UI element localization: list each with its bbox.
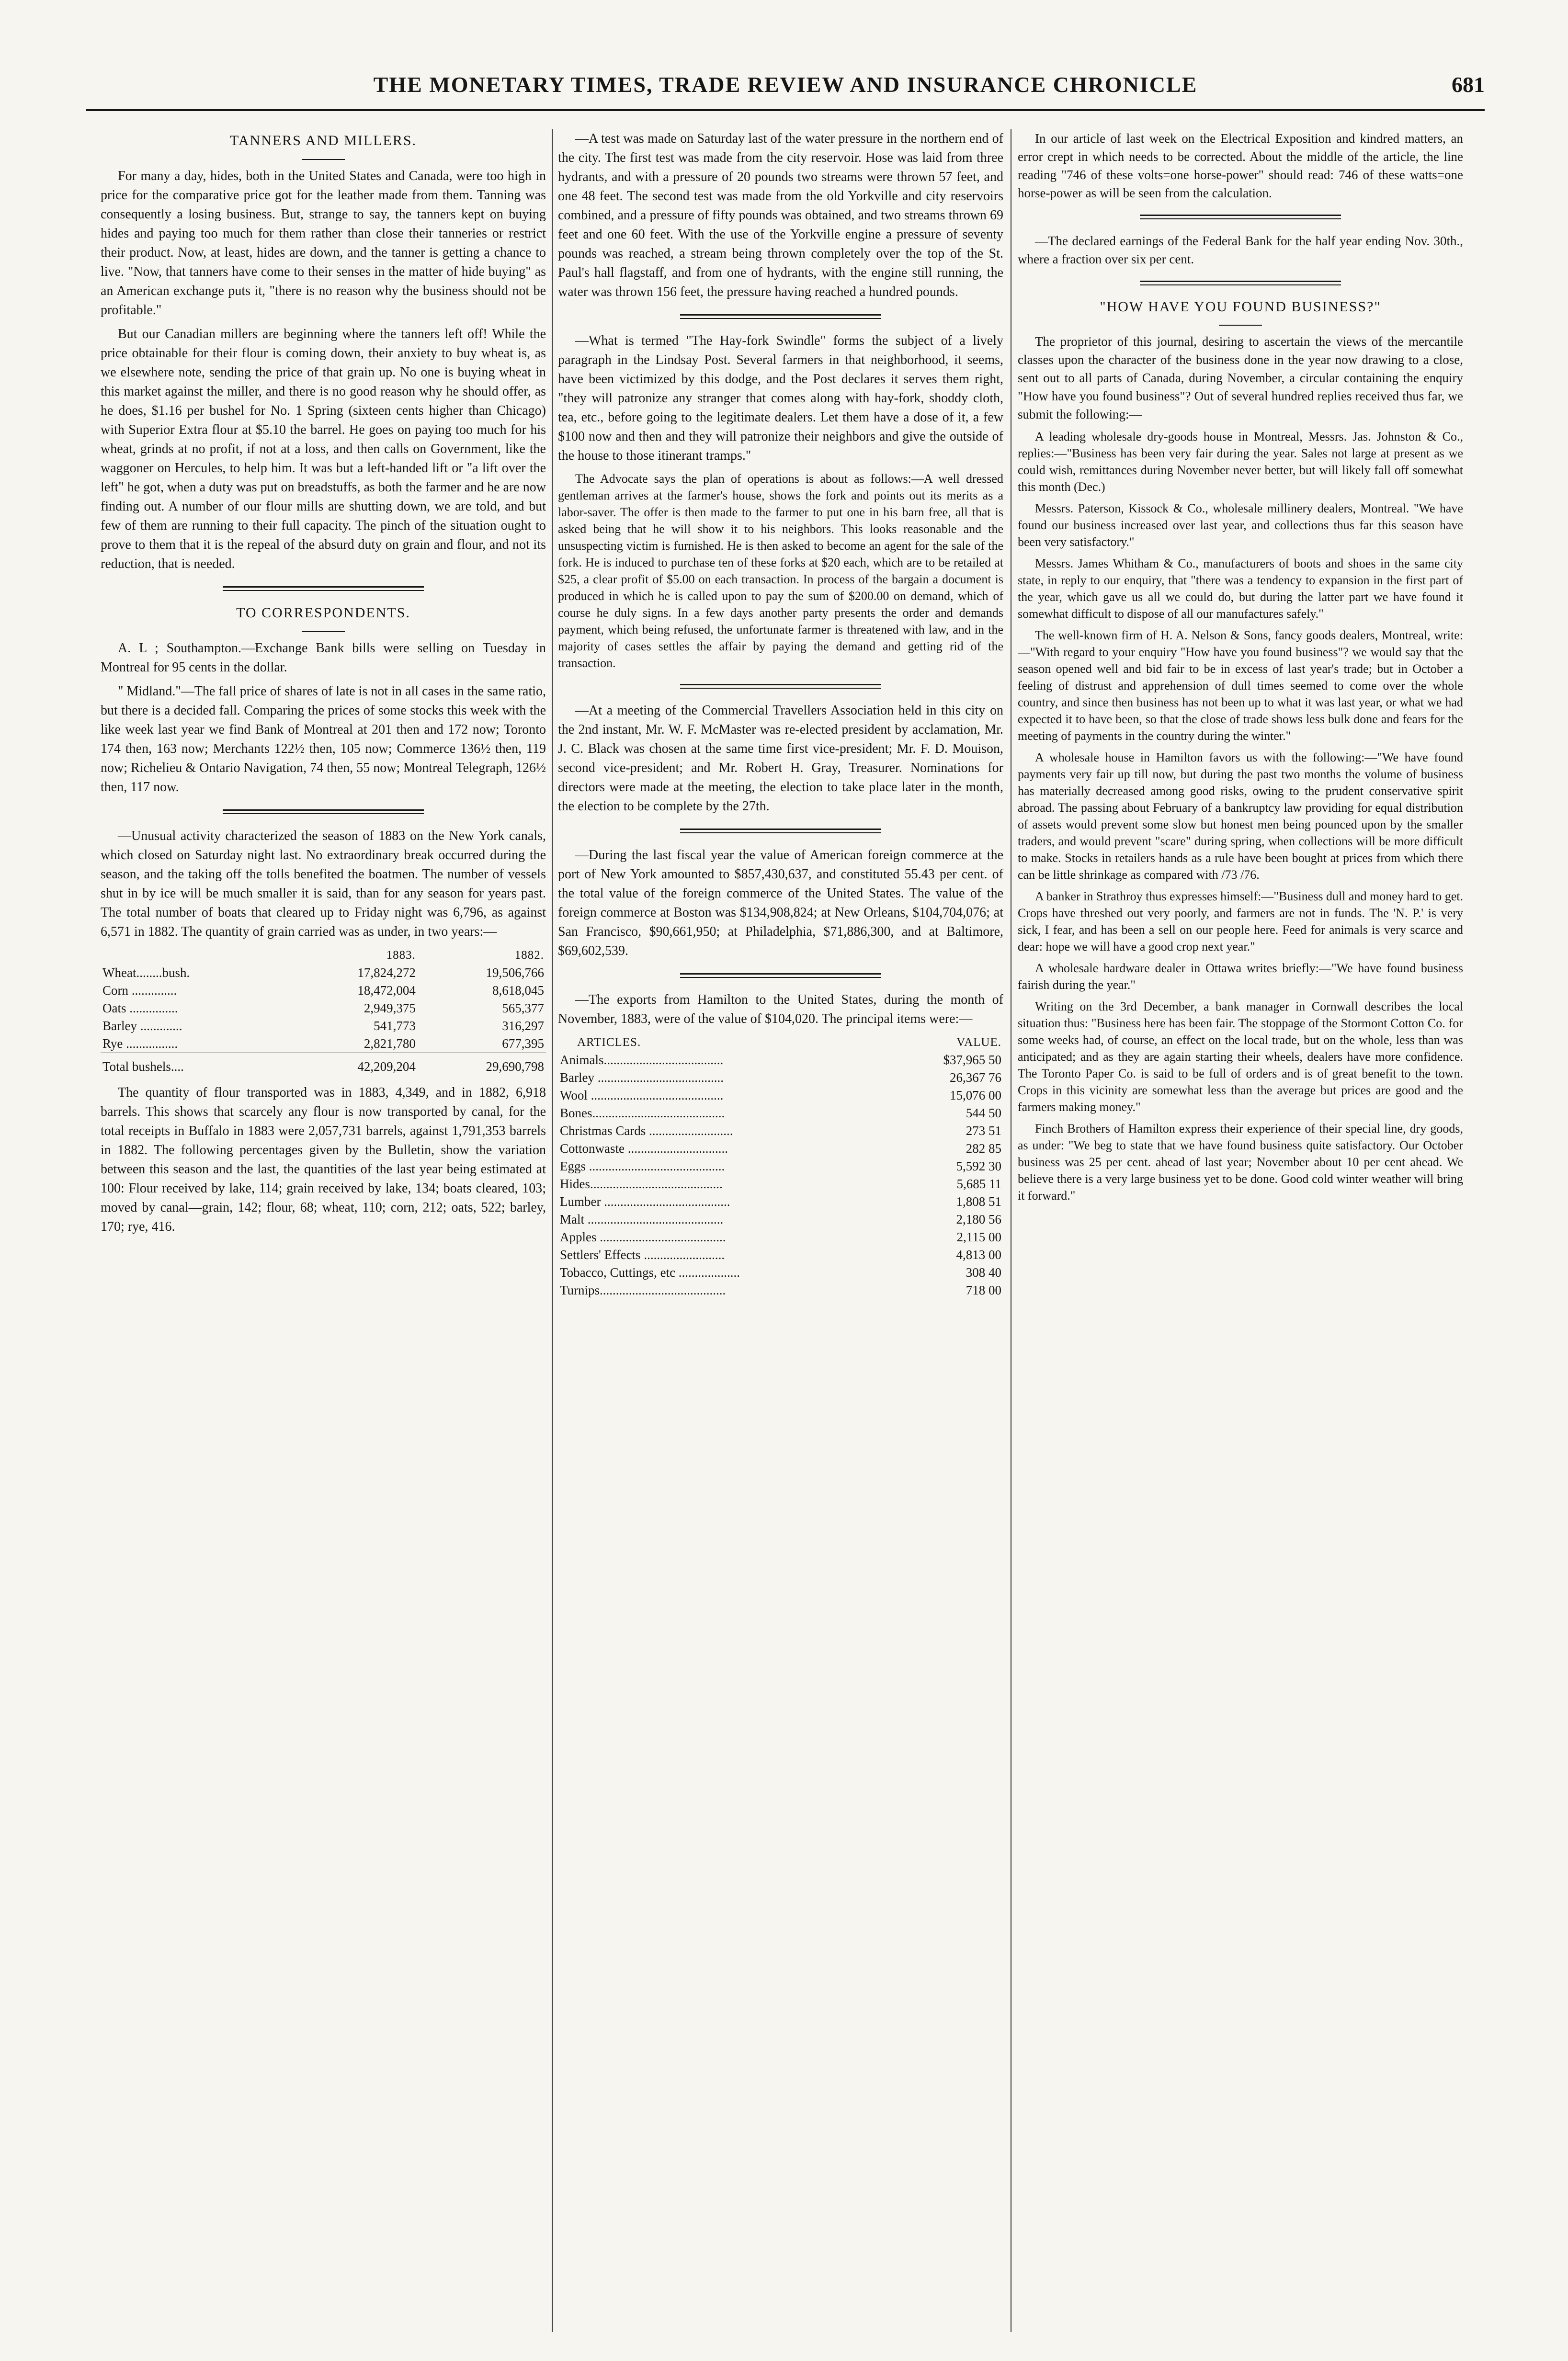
- table-row: [101, 999, 546, 1017]
- table-cell: Oats ...............: [102, 1001, 178, 1015]
- table-cell: 316,297: [502, 1019, 544, 1033]
- paragraph: But our Canadian millers are beginning where the tanners left off! While the price obtainable for their flour is coming down, their anxiety to buy wheat is, as we elsewhere note, sending the price of that grain up. No one is buying wheat in this market against the miller, and there is no good reason why he should offer, as he does, $1.16 per bushel for No. 1 Spring (sixteen cents higher than Chicago) with Superior Extra flour at $5.10 the barrel. He goes on paying too much for his wheat, grinds at no profit, if not at a loss, and then calls on Government, like the waggoner on Hercules, to help him. It was but a left-handed lift or "a lift over the left" he got, when a duty was put on breadstuffs, as both the farmer and he are now finding out. A number of our flour mills are shutting down, we are told, and but few of them are running to their full capacity. The pinch of the situation ought to prove to them that it is the repeal of the absurd duty on grain and flour, and not its reduction, that is needed.: [101, 327, 546, 571]
- paragraph: —What is termed "The Hay-fork Swindle" forms the subject of a lively paragraph in the Lindsay Post. Several farmers in that neighborhood, it seems, have been victimized by this dodge, and the Post declares it serves them right, "they will patronize any stranger that comes along with hay-fork, shoddy cloth, tea, etc., before going to the legitimate dealers. Let them have a dose of it, a few $100 now and then and they will patronize their neighbors and give the outside of the house to those itinerant tramps.": [558, 333, 1003, 463]
- paragraph: For many a day, hides, both in the United States and Canada, were too high in price for the comparative price got for the leather made from them. Tanning was consequently a losing business. But, strange to say, the tanners kept on buying hides and paying too much for them rather than close their tanneries or restrict their product. Now, at least, hides are down, and the tanner is getting a chance to live. "Now, that tanners have come to their senses in the matter of hide buying" as an American exchange puts it, "there is no reason why the business should not be profitable.": [101, 169, 546, 318]
- table-row: [558, 1140, 1003, 1158]
- table-row: [558, 1069, 1003, 1087]
- table-cell: 2,180 56: [956, 1212, 1001, 1226]
- table-cell: 5,685 11: [956, 1177, 1001, 1191]
- grain-table: [101, 946, 546, 1076]
- table-row: [558, 1175, 1003, 1193]
- table-row: [558, 1264, 1003, 1282]
- page-number: 681: [1452, 72, 1485, 97]
- section-separator: [1140, 215, 1341, 219]
- table-row: [558, 1282, 1003, 1299]
- table-cell: Barley .......................................: [560, 1070, 724, 1085]
- column-3: [1018, 129, 1463, 2342]
- section-separator: [680, 829, 881, 833]
- table-total-row: [101, 1053, 546, 1076]
- paragraph: —During the last fiscal year the value of American foreign commerce at the port of New York amounted to $857,430,637, and constituted 55.43 per cent. of the total value of the foreign commerce of the United States. The value of the foreign commerce at Boston was $134,908,824; at New Orleans, $104,704,076; at San Francisco, $90,661,950; at Philadelphia, $71,886,300, and at Baltimore, $69,602,539.: [558, 848, 1003, 958]
- table-row: [558, 1104, 1003, 1122]
- table-header-cell: 1883.: [386, 949, 416, 962]
- section-separator: [680, 314, 881, 319]
- section-separator: [223, 586, 424, 591]
- table-cell: 4,813 00: [956, 1248, 1001, 1262]
- section-separator: [1140, 281, 1341, 285]
- table-row: [558, 1193, 1003, 1211]
- article-heading: "HOW HAVE YOU FOUND BUSINESS?": [1100, 299, 1381, 315]
- table-row: [558, 1228, 1003, 1246]
- table-cell: 15,076 00: [950, 1088, 1001, 1102]
- paragraph: In our article of last week on the Electrical Exposition and kindred matters, an error crept in which needs to be corrected. About the middle of the article, the line reading "746 of these volts=one horse-power" should read: 746 of these watts=one horse-power as will be seen from the calculation.: [1018, 131, 1463, 200]
- paragraph: Writing on the 3rd December, a bank manager in Cornwall describes the local situation thus: "Business here has been fair. The stoppage of the Stormont Cotton Co. for some weeks had, of course, an effect on the local trade, but on the whole, less than was anticipated; and as they are again starting their wheels, dealers have more confidence. The Toronto Paper Co. is said to be full of orders and is of great benefit to the town. Crops in this vicinity are somewhat less than the average but prices are good and the farmers making money.": [1018, 999, 1463, 1114]
- paragraph: " Midland."—The fall price of shares of late is not in all cases in the same ratio, but there is a decided fall. Comparing the prices of some stocks this week with the like week last year we find Bank of Montreal at 201 then and 172 now; Toronto 174 then, 163 now; Merchants 122½ then, 105 now; Commerce 136½ then, 119 now; Richelieu & Ontario Navigation, 74 then, 55 now; Montreal Telegraph, 126½ then, 117 now.: [101, 684, 546, 795]
- paragraph: The Advocate says the plan of operations is about as follows:—A well dressed gentleman arrives at the farmer's house, shows the fork and points out its merits as a labor-saver. The offer is then made to the farmer to put one in his barn free, all that is asked being that he will show it to his neighbors. This looks reasonable and the unsuspecting victim is furnished. He is then asked to become an agent for the sale of the fork. He is induced to purchase ten of these forks at $20 each, which are to be retailed at $25, a clear profit of $5.00 on each transaction. In process of the bargain a document is produced in which he is called upon to pay the sum of $200.00 on demand, which of course he duly signs. In a few days another party presents the order and demands payment, which being refused, the unfortunate farmer is threatened with law, and in the majority of cases settles the affair by paying the demand and getting rid of the transaction.: [558, 472, 1003, 670]
- table-cell: Christmas Cards ..........................: [560, 1124, 733, 1138]
- paragraph: —Unusual activity characterized the season of 1883 on the New York canals, which closed on Saturday night last. No extraordinary break occurred during the season, and the taking off the tolls benefited the boatmen. The number of vessels shut in by ice will be much smaller it is said, than for any season for years past. The total number of boats that cleared up to Friday night was 6,796, as against 6,571 in 1882. The quantity of grain carried was as under, in two years:—: [101, 829, 546, 939]
- table-cell: 18,472,004: [357, 983, 416, 998]
- table-row: [558, 1211, 1003, 1228]
- table-header-row: [101, 946, 546, 964]
- paragraph: A wholesale house in Hamilton favors us with the following:—"We have found payments very fair up till now, but during the past two months the volume of business has materially decreased among good risks, owing to the prudent conservative spirit abroad. The passing about February of a bankruptcy law providing for equal distribution of assets would prevent some slow but honest men being pounced upon by the smaller traders, and would prevent "scare" during spring, when collections will be more difficult to make. Stocks in retailers hands as a rule have been bought at prices from which there can be little shrinkage as compared with /73 /76.: [1018, 750, 1463, 882]
- paragraph: —The exports from Hamilton to the United States, during the month of November, 1883, were of the value of $104,020. The principal items were:—: [558, 992, 1003, 1026]
- table-cell: 2,115 00: [956, 1230, 1001, 1244]
- exports-table: [558, 1033, 1003, 1299]
- table-cell: 273 51: [966, 1124, 1001, 1138]
- table-cell: 2,821,780: [364, 1036, 416, 1051]
- table-cell: Eggs ..........................................: [560, 1159, 725, 1173]
- column-2: [558, 129, 1003, 2342]
- table-row: [558, 1122, 1003, 1140]
- table-cell: Tobacco, Cuttings, etc ...................: [560, 1265, 740, 1280]
- table-cell: Barley .............: [102, 1019, 182, 1033]
- table-row: [101, 964, 546, 982]
- table-row: [558, 1246, 1003, 1264]
- section-separator: [680, 973, 881, 978]
- table-cell: Animals.....................................: [560, 1053, 724, 1067]
- table-cell: 8,618,045: [492, 983, 544, 998]
- table-cell: Lumber .......................................: [560, 1194, 730, 1209]
- table-cell: Malt ..........................................: [560, 1212, 724, 1226]
- table-row: [558, 1051, 1003, 1069]
- table-cell: 308 40: [966, 1265, 1001, 1280]
- table-cell: Wheat........bush.: [102, 965, 190, 980]
- table-cell: 17,824,272: [357, 965, 416, 980]
- paragraph: The proprietor of this journal, desiring to ascertain the views of the mercantile classes upon the character of the business done in the year now drawing to a close, sent out to all parts of Canada, during November, a circular containing the enquiry "How have you found business"? Out of several hundred replies received thus far, we submit the following:—: [1018, 334, 1463, 421]
- heading-rule: [302, 631, 345, 632]
- article-heading: TANNERS AND MILLERS.: [229, 133, 417, 148]
- paragraph: Messrs. Paterson, Kissock & Co., wholesale millinery dealers, Montreal. "We have found our business increased over last year, and collections thus far this season have been very satisfactory.": [1018, 501, 1463, 549]
- column-divider: [552, 129, 553, 2332]
- table-cell: Hides.........................................: [560, 1177, 723, 1191]
- paragraph: A. L ; Southampton.—Exchange Bank bills were selling on Tuesday in Montreal for 95 cents in the dollar.: [101, 641, 546, 675]
- table-cell: 565,377: [502, 1001, 544, 1015]
- table-row: [101, 1035, 546, 1053]
- table-cell: 677,395: [502, 1036, 544, 1051]
- table-header-cell: VALUE.: [956, 1036, 1001, 1049]
- table-cell: Turnips.......................................: [560, 1283, 726, 1297]
- table-cell: 19,506,766: [486, 965, 544, 980]
- paragraph: The quantity of flour transported was in 1883, 4,349, and in 1882, 6,918 barrels. This shows that scarcely any flour is now transported by canal, for the total receipts in Buffalo in 1883 were 2,057,731 barrels, against 1,791,353 barrels in 1882. The following percentages given by the Bulletin, show the variation between this season and the last, the quantities of the last year being estimated at 100: Flour received by lake, 114; grain received by lake, 134; boats cleared, 103; moved by canal—grain, 142; flour, 68; wheat, 110; corn, 212; oats, 522; barley, 170; rye, 416.: [101, 1085, 546, 1234]
- table-cell: Rye ................: [102, 1036, 178, 1051]
- table-header-cell: ARTICLES.: [577, 1036, 641, 1049]
- article-heading: TO CORRESPONDENTS.: [236, 605, 410, 621]
- table-cell: 718 00: [966, 1283, 1001, 1297]
- paragraph: Messrs. James Whitham & Co., manufacturers of boots and shoes in the same city state, in reply to our enquiry, that "there was a tendency to expansion in the first part of the year, which gave us all we could do, but during the latter part we have found it somewhat difficult to dispose of all our manufactures safely.": [1018, 556, 1463, 621]
- paragraph: —The declared earnings of the Federal Bank for the half year ending Nov. 30th., where a fraction over six per cent.: [1018, 234, 1463, 266]
- table-cell: Cottonwaste ...............................: [560, 1141, 728, 1156]
- table-cell: Settlers' Effects .........................: [560, 1248, 725, 1262]
- page-header: [86, 72, 1485, 102]
- table-cell: Wool .........................................: [560, 1088, 724, 1102]
- paragraph: A banker in Strathroy thus expresses himself:—"Business dull and money hard to get. Crops have threshed out very poorly, and farmers are not in funds. The 'N. P.' is very sick, I fear, and has been a sell on our people here. Feed for animals is very scarce and dear: hope we will have a good crop next year.": [1018, 889, 1463, 953]
- table-row: [558, 1087, 1003, 1104]
- table-cell: 42,209,204: [289, 1053, 418, 1076]
- table-row: [101, 1017, 546, 1035]
- section-separator: [223, 809, 424, 814]
- table-row: [558, 1158, 1003, 1175]
- table-cell: 282 85: [966, 1141, 1001, 1156]
- heading-rule: [1219, 325, 1262, 326]
- table-row: [101, 982, 546, 999]
- table-cell: 1,808 51: [956, 1194, 1001, 1209]
- table-cell: 26,367 76: [950, 1070, 1001, 1085]
- table-cell: Total bushels....: [101, 1053, 289, 1076]
- table-cell: $37,965 50: [943, 1053, 1001, 1067]
- paragraph: —A test was made on Saturday last of the water pressure in the northern end of the city. The first test was made from the city reservoir. Hose was laid from three hydrants, and with a pressure of 20 pounds two streams were thrown 57 feet, and one 48 feet. The second test was made from the old Yorkville and city reservoirs combined, and a pressure of fifty pounds was obtained, and two streams thrown 69 feet and one 60 feet. With the use of the Yorkville engine a pressure of seventy pounds was reached, a stream being thrown completely over the top of the St. Paul's hall flagstaff, and from one of hydrants, with the engine still running, the water was thrown 156 feet, the pressure having reached a hundred pounds.: [558, 131, 1003, 299]
- table-cell: Apples .......................................: [560, 1230, 726, 1244]
- header-rule: [86, 109, 1485, 111]
- column-1: [101, 129, 546, 2342]
- heading-rule: [302, 159, 345, 160]
- masthead-title: THE MONETARY TIMES, TRADE REVIEW AND INSURANCE CHRONICLE: [373, 72, 1198, 97]
- paragraph: A leading wholesale dry-goods house in Montreal, Messrs. Jas. Johnston & Co., replies:—"Business has been very fair during the year. Sales not large at present as we could wish, remittances during November never better, but will likely fall off somewhat this month (Dec.): [1018, 430, 1463, 494]
- table-cell: 5,592 30: [956, 1159, 1001, 1173]
- paragraph: Finch Brothers of Hamilton express their experience of their special line, dry goods, as under: "We beg to state that we have found business quite satisfactory. Our October business was 25 per cent. ahead of last year; November about 10 per cent ahead. We believe there is a very large business yet to be done. Good cold winter weather will bring it forward.": [1018, 1122, 1463, 1203]
- section-separator: [680, 684, 881, 689]
- table-header-cell: 1882.: [514, 949, 544, 962]
- paragraph: —At a meeting of the Commercial Travellers Association held in this city on the 2nd instant, Mr. W. F. McMaster was re-elected president by acclamation, Mr. J. C. Black was chosen at the same time first vice-president; Mr. F. D. Mouison, second vice-president; and Mr. Robert H. Gray, Treasurer. Nominations for directors were made at the meeting, the election to take place later in the month, the election to be complete by the 27th.: [558, 703, 1003, 814]
- table-cell: Corn ..............: [102, 983, 177, 998]
- table-cell: 541,773: [374, 1019, 416, 1033]
- table-cell: 2,949,375: [364, 1001, 416, 1015]
- paragraph: The well-known firm of H. A. Nelson & Sons, fancy goods dealers, Montreal, write:—"With regard to your enquiry "How have you found business"? we would say that the season opened well and bid fair to be in excess of last year's trade; but in October a feeling of distrust and apprehension of dull times seemed to come over the whole country, and since then business has not been up to what it was last year, or what we had expected it to have been, so that the close of trade shows less bulk done and fears for the meeting of payments in the country during the winter.": [1018, 628, 1463, 743]
- table-cell: Bones.........................................: [560, 1106, 725, 1120]
- table-cell: 29,690,798: [418, 1053, 546, 1076]
- table-header-row: [558, 1033, 1003, 1051]
- paragraph: A wholesale hardware dealer in Ottawa writes briefly:—"We have found business fairish during the year.": [1018, 961, 1463, 992]
- table-cell: 544 50: [966, 1106, 1001, 1120]
